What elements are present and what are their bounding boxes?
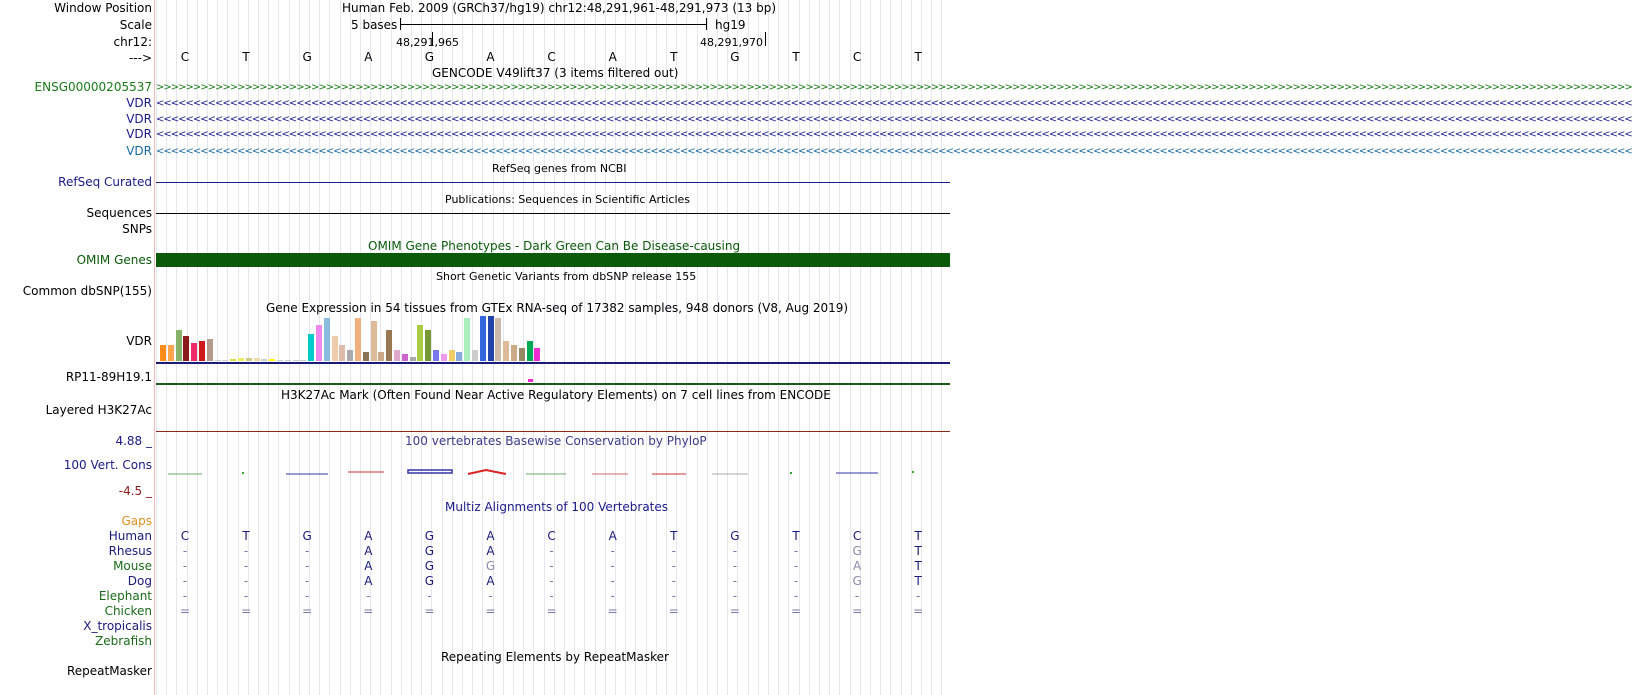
alignment-base: - bbox=[243, 574, 249, 588]
gtex-bar[interactable] bbox=[378, 352, 384, 361]
alignment-base: T bbox=[914, 574, 922, 588]
alignment-base: C bbox=[547, 529, 556, 543]
refseq-label[interactable]: RefSeq Curated bbox=[58, 175, 152, 189]
alignment-base: - bbox=[793, 574, 799, 588]
gtex-bar[interactable] bbox=[285, 360, 291, 361]
gtex-bar[interactable] bbox=[456, 352, 462, 361]
species-label[interactable]: Rhesus bbox=[108, 544, 152, 558]
dbsnp-label[interactable]: Common dbSNP(155) bbox=[22, 284, 152, 298]
alignment-base: - bbox=[549, 559, 554, 573]
gene-label-vdr-3[interactable]: VDR bbox=[126, 127, 152, 141]
phylop-peak-red bbox=[468, 470, 506, 474]
gtex-bar[interactable] bbox=[347, 350, 353, 361]
alignment-base: T bbox=[914, 529, 922, 543]
alignment-base: - bbox=[243, 559, 249, 573]
alignment-base: - bbox=[243, 589, 249, 603]
snps-label[interactable]: SNPs bbox=[122, 222, 152, 236]
alignment-base: = bbox=[668, 604, 679, 618]
alignment-base: A bbox=[486, 574, 495, 588]
gtex-bar[interactable] bbox=[176, 330, 182, 362]
gene-track-vdr-3[interactable]: <<<<<<<<<<<<<<<<<<<<<<<<<<<<<<<<<<<<<<<<<<<<<<<<<<<<<<<<<<<<<<<<<<<<<<<<<<<<<<<<<<<<<<<<<<<<<<<<<<<<<<<<<<<<<<<<<<<<<<<<<<<<<<<<<<<<<<<<<<<<<<<<<<<<<<<<<<<<<<<<<<<<<<<<<<<<<<<<<<<<<<<<<<<<<<<<<<<<<<<< bbox=[156, 129, 1632, 140]
gtex-bar[interactable] bbox=[410, 357, 416, 362]
gtex-bar[interactable] bbox=[183, 336, 189, 361]
sequence-base: G bbox=[730, 50, 740, 64]
species-label[interactable]: X_tropicalis bbox=[83, 619, 152, 633]
alignment-base: - bbox=[305, 544, 310, 558]
sequence-base: T bbox=[670, 50, 678, 64]
gtex-label-2[interactable]: RP11-89H19.1 bbox=[65, 370, 152, 384]
omim-label[interactable]: OMIM Genes bbox=[76, 253, 152, 267]
chrom-position-left: 48,291,965 bbox=[396, 36, 459, 49]
alignment-base: A bbox=[364, 529, 373, 543]
gtex-title: Gene Expression in 54 tissues from GTEx RNA-seq of 17382 samples, 948 donors (V8, Aug 2019) bbox=[266, 301, 849, 315]
alignment-base: G bbox=[424, 529, 435, 543]
gtex-bar[interactable] bbox=[246, 358, 252, 361]
gtex-bar[interactable] bbox=[238, 358, 244, 361]
sequence-base: C bbox=[180, 50, 190, 64]
alignment-base: - bbox=[366, 589, 371, 603]
scale-assembly: hg19 bbox=[715, 18, 746, 32]
scale-bar bbox=[400, 24, 706, 25]
alignment-base: - bbox=[671, 559, 676, 573]
h3k27ac-baseline bbox=[156, 431, 950, 432]
gtex-bar[interactable] bbox=[293, 360, 299, 361]
gtex-bar[interactable] bbox=[464, 318, 470, 361]
gtex-bar[interactable] bbox=[254, 358, 260, 361]
alignment-base: = bbox=[241, 604, 252, 618]
gtex-bar[interactable] bbox=[261, 359, 267, 361]
gtex-vdr-baseline bbox=[156, 362, 950, 364]
gtex-bar[interactable] bbox=[222, 360, 228, 361]
alignment-base: A bbox=[486, 544, 495, 558]
gtex-bar-chart[interactable] bbox=[160, 316, 540, 361]
alignment-base: - bbox=[732, 544, 738, 558]
gtex-bar[interactable] bbox=[363, 352, 369, 361]
gtex-bar[interactable] bbox=[433, 350, 439, 361]
alignment-base: T bbox=[914, 559, 922, 573]
alignment-base: C bbox=[180, 529, 190, 543]
chrom-position-right: 48,291,970 bbox=[700, 36, 763, 49]
gene-track-vdr-4[interactable]: <<<<<<<<<<<<<<<<<<<<<<<<<<<<<<<<<<<<<<<<<<<<<<<<<<<<<<<<<<<<<<<<<<<<<<<<<<<<<<<<<<<<<<<<<<<<<<<<<<<<<<<<<<<<<<<<<<<<<<<<<<<<<<<<<<<<<<<<<<<<<<<<<<<<<<<<<<<<<<<<<<<<<<<<<<<<<<<<<<<<<<<<<<<<<<<<<<<<<<<< bbox=[156, 146, 1632, 157]
gtex-bar[interactable] bbox=[230, 359, 236, 361]
alignment-base: - bbox=[610, 559, 615, 573]
publications-label[interactable]: Sequences bbox=[86, 206, 152, 220]
scale-bases: 5 bases bbox=[351, 18, 398, 32]
phylop-label[interactable]: 100 Vert. Cons bbox=[63, 458, 152, 472]
gtex-bar[interactable] bbox=[394, 350, 400, 361]
gtex-bar[interactable] bbox=[168, 345, 174, 361]
gene-label-ensg[interactable]: ENSG00000205537 bbox=[34, 80, 152, 94]
sequence-base: G bbox=[424, 50, 435, 64]
gene-label-vdr-2[interactable]: VDR bbox=[126, 112, 152, 126]
gtex-bar[interactable] bbox=[534, 348, 540, 362]
alignment-base: - bbox=[182, 559, 188, 573]
alignment-base: - bbox=[549, 574, 554, 588]
alignment-base: = bbox=[852, 604, 863, 618]
gtex-bar[interactable] bbox=[332, 336, 338, 361]
scale-bar-left-tick bbox=[400, 18, 401, 30]
alignment-base: - bbox=[732, 559, 738, 573]
dbsnp-title: Short Genetic Variants from dbSNP release 155 bbox=[436, 270, 697, 283]
gtex-bar[interactable] bbox=[480, 316, 486, 361]
refseq-gene-line[interactable] bbox=[156, 182, 950, 183]
alignment-base: T bbox=[914, 544, 922, 558]
phylop-peak-blue bbox=[408, 470, 452, 473]
gtex-bar[interactable] bbox=[160, 345, 166, 361]
gtex-bar[interactable] bbox=[519, 348, 525, 362]
alignment-base: - bbox=[305, 574, 310, 588]
gene-label-vdr-1[interactable]: VDR bbox=[126, 96, 152, 110]
alignment-base: A bbox=[364, 544, 373, 558]
sequence-base: A bbox=[364, 50, 373, 64]
alignment-base: - bbox=[671, 544, 676, 558]
alignment-base: A bbox=[486, 529, 495, 543]
alignment-base: T bbox=[670, 529, 678, 543]
alignment-base: G bbox=[424, 544, 435, 558]
alignment-base: T bbox=[792, 529, 800, 543]
alignment-base: - bbox=[610, 574, 615, 588]
alignment-base: - bbox=[916, 589, 921, 603]
sequence-base: T bbox=[914, 50, 922, 64]
scale-label: Scale bbox=[119, 18, 152, 32]
chrom-tick-right bbox=[765, 32, 766, 46]
gene-label-vdr-4[interactable]: VDR bbox=[126, 144, 152, 158]
alignment-base: = bbox=[913, 604, 924, 618]
h3k27ac-label[interactable]: Layered H3K27Ac bbox=[45, 403, 152, 417]
publications-title: Publications: Sequences in Scientific Articles bbox=[445, 193, 690, 206]
gtex-label[interactable]: VDR bbox=[126, 334, 152, 348]
repeatmasker-title: Repeating Elements by RepeatMasker bbox=[441, 650, 669, 664]
species-label[interactable]: Zebrafish bbox=[95, 634, 152, 648]
alignment-base: - bbox=[732, 574, 738, 588]
alignment-base: - bbox=[305, 559, 310, 573]
gtex-bar[interactable] bbox=[449, 350, 455, 361]
alignment-base: = bbox=[363, 604, 374, 618]
alignment-base: A bbox=[852, 559, 862, 573]
alignment-base: G bbox=[730, 529, 740, 543]
gtex-bar[interactable] bbox=[355, 318, 361, 361]
gtex-bar[interactable] bbox=[495, 318, 501, 361]
phylop-max: 4.88 _ bbox=[115, 434, 152, 448]
alignment-base: = bbox=[179, 604, 191, 618]
gtex-bar[interactable] bbox=[472, 350, 478, 361]
sequence-base: G bbox=[302, 50, 312, 64]
alignment-base: = bbox=[729, 604, 740, 618]
gtex-bar[interactable] bbox=[488, 316, 494, 361]
alignment-base: - bbox=[671, 574, 676, 588]
alignment-base: = bbox=[546, 604, 557, 618]
sequence-base: A bbox=[608, 50, 617, 64]
alignment-base: - bbox=[732, 589, 738, 603]
gene-track-vdr-1[interactable]: <<<<<<<<<<<<<<<<<<<<<<<<<<<<<<<<<<<<<<<<<<<<<<<<<<<<<<<<<<<<<<<<<<<<<<<<<<<<<<<<<<<<<<<<<<<<<<<<<<<<<<<<<<<<<<<<<<<<<<<<<<<<<<<<<<<<<<<<<<<<<<<<<<<<<<<<<<<<<<<<<<<<<<<<<<<<<<<<<<<<<<<<<<<<<<<<<<<<<<<< bbox=[156, 98, 1632, 109]
alignment-base: A bbox=[364, 574, 373, 588]
gtex-bar[interactable] bbox=[269, 359, 275, 361]
strand-label: ---> bbox=[128, 51, 152, 65]
window-position-value[interactable]: Human Feb. 2009 (GRCh37/hg19) chr12:48,291,961-48,291,973 (13 bp) bbox=[342, 1, 777, 15]
alignment-base: G bbox=[424, 574, 435, 588]
gtex-bar[interactable] bbox=[277, 360, 283, 361]
gtex-bar[interactable] bbox=[308, 334, 314, 361]
gtex-rp11-baseline bbox=[156, 383, 950, 385]
alignment-base: G bbox=[485, 559, 496, 573]
alignment-base: = bbox=[302, 604, 313, 618]
alignment-base: G bbox=[852, 544, 862, 558]
gtex-bar[interactable] bbox=[215, 360, 221, 361]
scale-bar-right-tick bbox=[706, 18, 707, 30]
gtex-bar[interactable] bbox=[207, 339, 213, 362]
gtex-bar[interactable] bbox=[402, 354, 408, 361]
sequence-base: C bbox=[852, 50, 862, 64]
alignment-base: - bbox=[610, 589, 615, 603]
alignment-base: - bbox=[793, 559, 799, 573]
gtex-bar[interactable] bbox=[300, 360, 306, 361]
gencode-title: GENCODE V49lift37 (3 items filtered out) bbox=[432, 66, 679, 80]
alignment-base: T bbox=[242, 529, 250, 543]
omim-title: OMIM Gene Phenotypes - Dark Green Can Be Disease-causing bbox=[368, 239, 741, 253]
gtex-bar[interactable] bbox=[324, 318, 330, 361]
gtex-bar[interactable] bbox=[511, 345, 517, 361]
alignment-base: - bbox=[854, 589, 860, 603]
species-label[interactable]: Chicken bbox=[104, 604, 152, 618]
alignment-base: A bbox=[364, 559, 373, 573]
species-label[interactable]: Mouse bbox=[113, 559, 152, 573]
alignment-base: - bbox=[488, 589, 493, 603]
alignment-base: G bbox=[302, 529, 312, 543]
gtex-bar[interactable] bbox=[503, 341, 509, 361]
alignment-base: - bbox=[182, 574, 188, 588]
alignment-base: - bbox=[793, 589, 799, 603]
gtex-bar[interactable] bbox=[386, 330, 392, 362]
gtex-bar[interactable] bbox=[371, 321, 377, 362]
gtex-bar[interactable] bbox=[417, 325, 423, 361]
alignment-base: G bbox=[852, 574, 862, 588]
alignment-base: = bbox=[790, 604, 802, 618]
alignment-base: - bbox=[549, 544, 554, 558]
alignment-base: - bbox=[182, 544, 188, 558]
gtex-bar[interactable] bbox=[425, 330, 431, 362]
alignment-base: = bbox=[485, 604, 496, 618]
multiz-gaps-label[interactable]: Gaps bbox=[121, 514, 152, 528]
alignment-base: - bbox=[427, 589, 432, 603]
repeatmasker-label[interactable]: RepeatMasker bbox=[66, 664, 152, 678]
alignment-base: = bbox=[424, 604, 435, 618]
phylop-graph[interactable] bbox=[156, 462, 950, 482]
alignment-base: = bbox=[607, 604, 618, 618]
label-divider bbox=[154, 0, 155, 695]
alignment-base: - bbox=[671, 589, 676, 603]
sequence-base: T bbox=[242, 50, 250, 64]
chrom-label: chr12: bbox=[113, 35, 152, 49]
gtex-bar[interactable] bbox=[316, 325, 322, 361]
omim-feature-bar[interactable] bbox=[156, 253, 950, 267]
phylop-min: -4.5 _ bbox=[118, 484, 152, 498]
alignment-base: - bbox=[610, 544, 615, 558]
publications-line[interactable] bbox=[156, 213, 950, 214]
h3k27ac-title: H3K27Ac Mark (Often Found Near Active Regulatory Elements) on 7 cell lines from ENCODE bbox=[281, 388, 831, 402]
species-label[interactable]: Dog bbox=[127, 574, 152, 588]
alignment-base: G bbox=[424, 559, 435, 573]
gtex-bar[interactable] bbox=[527, 341, 533, 361]
alignment-base: - bbox=[305, 589, 310, 603]
gene-track-vdr-2[interactable]: <<<<<<<<<<<<<<<<<<<<<<<<<<<<<<<<<<<<<<<<<<<<<<<<<<<<<<<<<<<<<<<<<<<<<<<<<<<<<<<<<<<<<<<<<<<<<<<<<<<<<<<<<<<<<<<<<<<<<<<<<<<<<<<<<<<<<<<<<<<<<<<<<<<<<<<<<<<<<<<<<<<<<<<<<<<<<<<<<<<<<<<<<<<<<<<<<<<<<<<< bbox=[156, 114, 1632, 125]
gtex-bar[interactable] bbox=[339, 345, 345, 361]
multiz-title: Multiz Alignments of 100 Vertebrates bbox=[445, 500, 669, 514]
phylop-title: 100 vertebrates Basewise Conservation by PhyloP bbox=[405, 434, 707, 448]
species-label[interactable]: Human bbox=[108, 529, 152, 543]
gtex-bar[interactable] bbox=[199, 341, 205, 361]
species-label[interactable]: Elephant bbox=[98, 589, 152, 603]
sequence-base: T bbox=[792, 50, 800, 64]
gene-track-ensg[interactable]: >>>>>>>>>>>>>>>>>>>>>>>>>>>>>>>>>>>>>>>>>>>>>>>>>>>>>>>>>>>>>>>>>>>>>>>>>>>>>>>>>>>>>>>>>>>>>>>>>>>>>>>>>>>>>>>>>>>>>>>>>>>>>>>>>>>>>>>>>>>>>>>>>>>>>>>>>>>>>>>>>>>>>>>>>>>>>>>>>>>>>>>>>>>>>>>>>>>>>>>> bbox=[156, 82, 1632, 93]
alignment-base: - bbox=[793, 544, 799, 558]
gtex-bar[interactable] bbox=[441, 354, 447, 361]
gtex-bar[interactable] bbox=[191, 343, 197, 361]
sequence-base: A bbox=[486, 50, 495, 64]
gtex-rp11-mark bbox=[528, 379, 533, 382]
alignment-base: - bbox=[243, 544, 249, 558]
refseq-title: RefSeq genes from NCBI bbox=[492, 162, 627, 175]
window-position-label: Window Position bbox=[54, 1, 152, 15]
alignment-base: - bbox=[182, 589, 188, 603]
alignment-base: - bbox=[549, 589, 554, 603]
alignment-base: A bbox=[608, 529, 617, 543]
sequence-base: C bbox=[547, 50, 556, 64]
alignment-base: C bbox=[852, 529, 862, 543]
